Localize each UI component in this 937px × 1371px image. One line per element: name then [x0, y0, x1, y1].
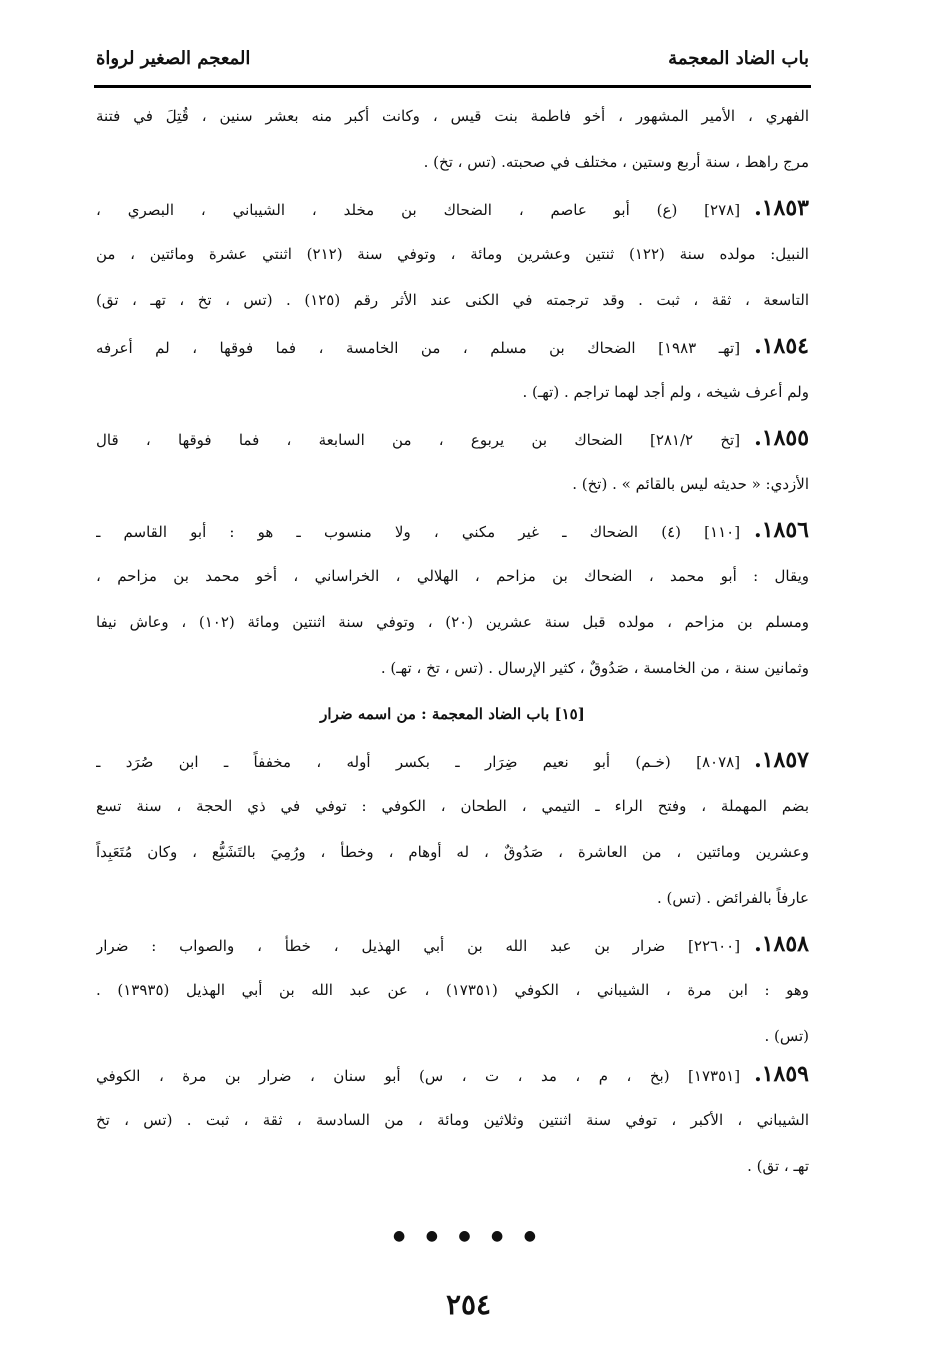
- text-line: [96, 372, 809, 418]
- entry-first-line: [96, 510, 809, 556]
- line-text: [٢٢٦٠٠] ضرار بن عبد الله بن أبي الهذيل ، خطأ ، والصواب : ضرار: [96, 937, 741, 955]
- text-line: [96, 234, 809, 280]
- line-text: تهـ ، تق) .: [747, 1157, 809, 1175]
- entry-first-line: [96, 1054, 809, 1100]
- entry-number: ١٨٥٩.: [754, 1061, 809, 1087]
- line-text: الأزدي: « حديثه ليس بالقائم » . (تخ) .: [572, 475, 809, 493]
- text-line: [96, 1016, 809, 1054]
- entry-first-line: [96, 326, 809, 372]
- section-heading: [١٥] باب الضاد المعجمة : من اسمه ضرار: [320, 705, 585, 723]
- line-text: [تهـ ١٩٨٣] الضحاك بن مسلم ، من الخامسة ، فما فوقها ، لم أعرفه: [96, 339, 741, 357]
- text-line: [96, 648, 809, 694]
- line-text: [١٧٣٥١] (بخ ، م ، مد ، ت ، س) أبو سنان ، ضرار بن مرة ، الكوفي: [96, 1067, 741, 1085]
- header-book-title: المعجم الصغير لرواة: [96, 47, 251, 69]
- entry-number: ١٨٥٦.: [754, 517, 809, 543]
- body-text: [96, 96, 809, 1192]
- line-text: مرج راهط ، سنة أربع وستين ، مختلف في صحبته. (تس ، تخ) .: [423, 153, 809, 171]
- line-text: [٢٧٨] (ع) أبو عاصم ، الضحاك بن مخلد ، الشيباني ، البصري ،: [96, 201, 741, 219]
- line-text: وعشرين ومائتين ، من العاشرة ، صَدُوقٌ ، له أوهام ، وخطأ ، ورُمِيَ بالتَشَيُّع ، وكان مُتَعَبِداً: [96, 843, 809, 861]
- entry-first-line: [96, 924, 809, 970]
- line-text: وهو : ابن مرة ، الشيباني ، الكوفي (١٧٣٥١) ، عن عبد الله بن أبي الهذيل (١٣٩٣٥) .: [96, 981, 809, 999]
- entry-number: ١٨٥٤.: [754, 333, 809, 359]
- header-rule: [94, 85, 811, 88]
- text-line: [96, 832, 809, 878]
- header-section-title: باب الضاد المعجمة: [668, 47, 809, 69]
- text-line: [96, 464, 809, 510]
- entry-number: ١٨٥٥.: [754, 425, 809, 451]
- entry-number: ١٨٥٨.: [754, 931, 809, 957]
- line-text: التاسعة ، ثقة ، ثبت . وقد ترجمته في الكنى عند الأثر رقم (١٢٥) . (تس ، تخ ، تهـ ، تق): [96, 291, 809, 309]
- text-line: [96, 556, 809, 602]
- entry-first-line: [96, 188, 809, 234]
- line-text: ولم أعرف شيخه ، ولم أجد لهما تراجم . (تهـ) .: [522, 383, 809, 401]
- entry-first-line: [96, 418, 809, 464]
- line-text: ومسلم بن مزاحم ، مولده قبل سنة عشرين (٢٠) ، وتوفي سنة اثنتين ومائة (١٠٢) ، وعاش نيفا: [96, 613, 809, 631]
- text-line: [96, 1100, 809, 1146]
- line-text: بضم المهملة ، وفتح الراء ـ التيمي ، الطحان ، الكوفي : توفي في ذي الحجة ، سنة تسع: [96, 797, 809, 815]
- section-end-ornament: ● ● ● ● ●: [393, 1228, 544, 1244]
- text-line: [96, 142, 809, 188]
- text-line: [96, 786, 809, 832]
- text-line: [96, 602, 809, 648]
- text-line: [96, 280, 809, 326]
- line-text: الشيباني ، الأكبر ، توفي سنة اثنتين وثلاثين ومائة ، من السادسة ، ثقة ، ثبت . (تس ، تخ: [96, 1111, 809, 1129]
- line-text: [١١٠] (٤) الضحاك ـ غير مكني ، ولا منسوب ـ هو : أبو القاسم ـ: [96, 523, 741, 541]
- line-text: ويقال : أبو محمد ، الضحاك بن مزاحم ، الهلالي ، الخراساني ، أخو محمد بن مزاحم ،: [96, 567, 809, 585]
- line-text: [٨٠٧٨] (خـم) أبو نعيم ضِرَار ـ بكسر أوله ، مخففاً ـ ابن صُرَد ـ: [96, 753, 741, 771]
- page-number: ٢٥٤: [445, 1288, 492, 1321]
- line-text: وثمانين سنة ، من الخامسة ، صَدُوقٌ ، كثير الإرسال . (تس ، تخ ، تهـ) .: [380, 659, 809, 677]
- text-line: [96, 96, 809, 142]
- line-text: الفهري ، الأمير المشهور ، أخو فاطمة بنت قيس ، وكانت أكبر منه بعشر سنين ، قُتِلَ في فتنة: [96, 107, 809, 125]
- entry-number: ١٨٥٧.: [754, 747, 809, 773]
- entry-number: ١٨٥٣.: [754, 195, 809, 221]
- line-text: النبيل: مولده سنة (١٢٢) ثنتين وعشرين ومائة ، وتوفي سنة (٢١٢) اثنتي عشرة ومائتين ، من: [96, 245, 809, 263]
- text-line: [96, 1146, 809, 1192]
- line-text: عارفاً بالفرائض . (تس) .: [656, 889, 809, 907]
- text-line: [96, 878, 809, 924]
- entry-first-line: [96, 740, 809, 786]
- line-text: [تخ ٢٨١/٢] الضحاك بن يربوع ، من السابعة ، فما فوقها ، قال: [96, 431, 741, 449]
- text-line: [96, 970, 809, 1016]
- running-header: [96, 40, 809, 76]
- line-text: (تس) .: [764, 1027, 809, 1045]
